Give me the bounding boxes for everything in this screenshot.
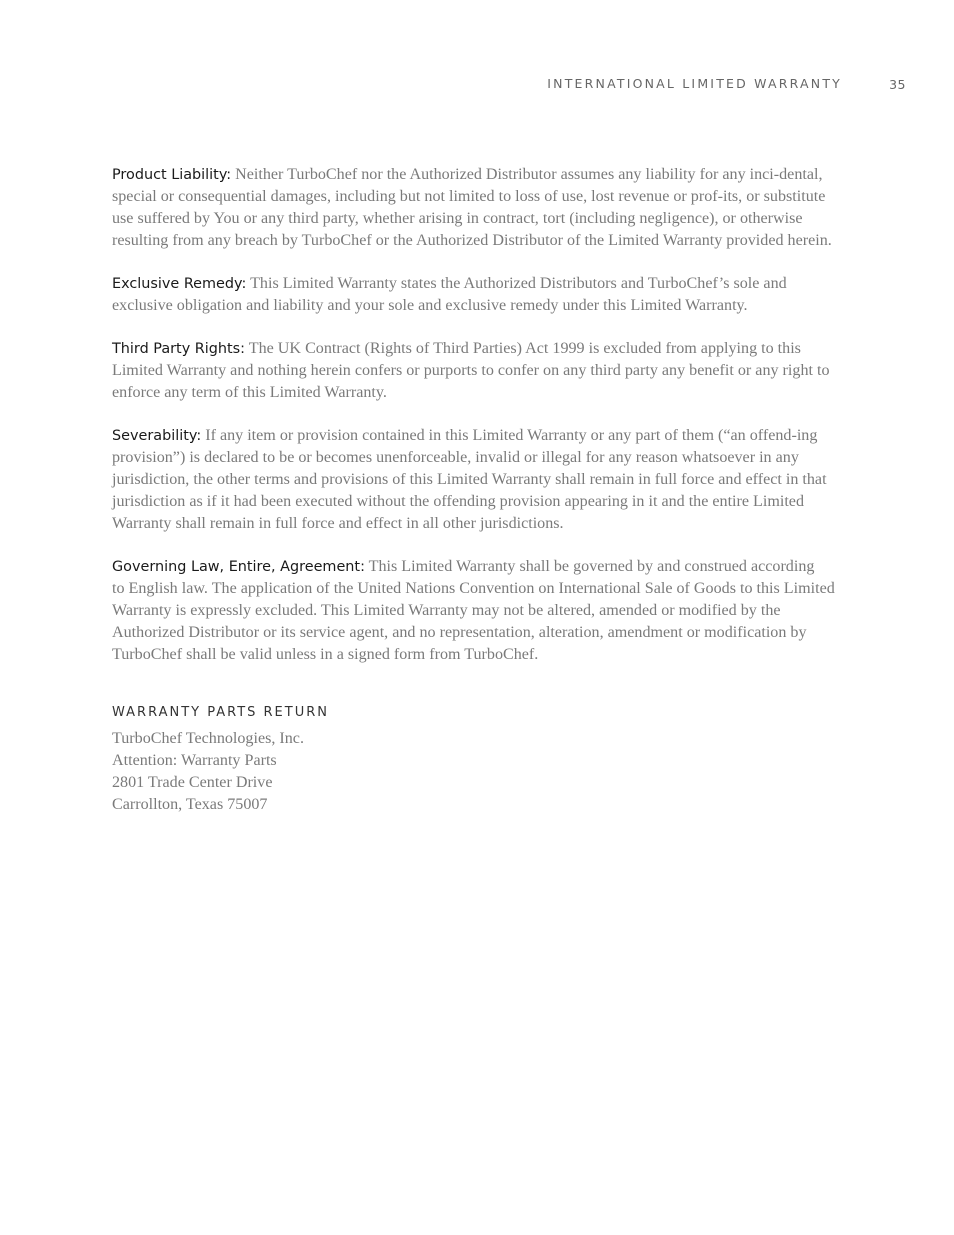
- clause-lead: Exclusive Remedy:: [112, 276, 247, 292]
- address-line: 2801 Trade Center Drive: [112, 774, 273, 791]
- clause-lead: Governing Law, Entire, Agreement:: [112, 559, 365, 575]
- clause-governing-law: [112, 556, 847, 666]
- clause-lead: Third Party Rights:: [112, 341, 246, 357]
- running-header-title: INTERNATIONAL LIMITED WARRANTY: [547, 76, 842, 91]
- clause-third-party-rights: [112, 338, 847, 404]
- clause-lead: Product Liability:: [112, 167, 232, 183]
- clause-text: Neither TurboChef nor the Authorized Distributor assumes any liability for any inci-dental, special or consequential damages, including but not limited to loss of use, lost revenue or prof-its, or substitute use suffered by You or any third party, whether arising in contract, tort (including negligence), or otherwise resulting from any breach by TurboChef or the Authorized Distributor of the Limited Warranty provided herein.: [112, 166, 832, 249]
- clause-lead: Severability:: [112, 428, 202, 444]
- clause-text: This Limited Warranty states the Authorized Distributors and TurboChef’s sole and exclusive obligation and liability and your sole and exclusive remedy under this Limited Warranty.: [112, 275, 787, 314]
- address-line: TurboChef Technologies, Inc.: [112, 730, 304, 747]
- clause-text-continued: to English law. The application of the United Nations Convention on International Sale of Goods to this Limited Warranty is expressly excluded. This Limited Warranty may not be altered, amended or modified by the Authorized Distributor or its service agent, and no representation, alteration, amendment or modification by TurboChef shall be valid unless in a signed form from TurboChef.: [112, 580, 835, 663]
- clause-severability: [112, 425, 847, 535]
- clause-text: If any item or provision contained in this Limited Warranty or any part of them (“an offend-ing provision”) is declared to be or becomes unenforceable, invalid or illegal for any reason whatsoever in any jurisdiction, the other terms and provisions of this Limited Warranty shall remain in full force and effect in that jurisdiction as if it had been executed without the offending provision appearing in it and the entire Limited Warranty shall remain in full force and effect in all other jurisdictions.: [112, 427, 827, 532]
- parts-return-address: [112, 728, 847, 816]
- clause-product-liability: [112, 164, 847, 252]
- clause-text: This Limited Warranty shall be governed by and construed according: [364, 558, 815, 575]
- page-header: [0, 76, 954, 96]
- address-line: Carrollton, Texas 75007: [112, 796, 268, 813]
- parts-return-heading: WARRANTY PARTS RETURN: [112, 705, 329, 720]
- clause-text: The UK Contract (Rights of Third Parties) Act 1999 is excluded from applying to this Limited Warranty and nothing herein confers or purports to confer on any third party any benefit or any right to enforce any term of this Limited Warranty.: [112, 340, 830, 401]
- warranty-content: [112, 164, 847, 816]
- address-line: Attention: Warranty Parts: [112, 752, 277, 769]
- page-number: 35: [889, 77, 906, 92]
- clause-exclusive-remedy: [112, 273, 847, 317]
